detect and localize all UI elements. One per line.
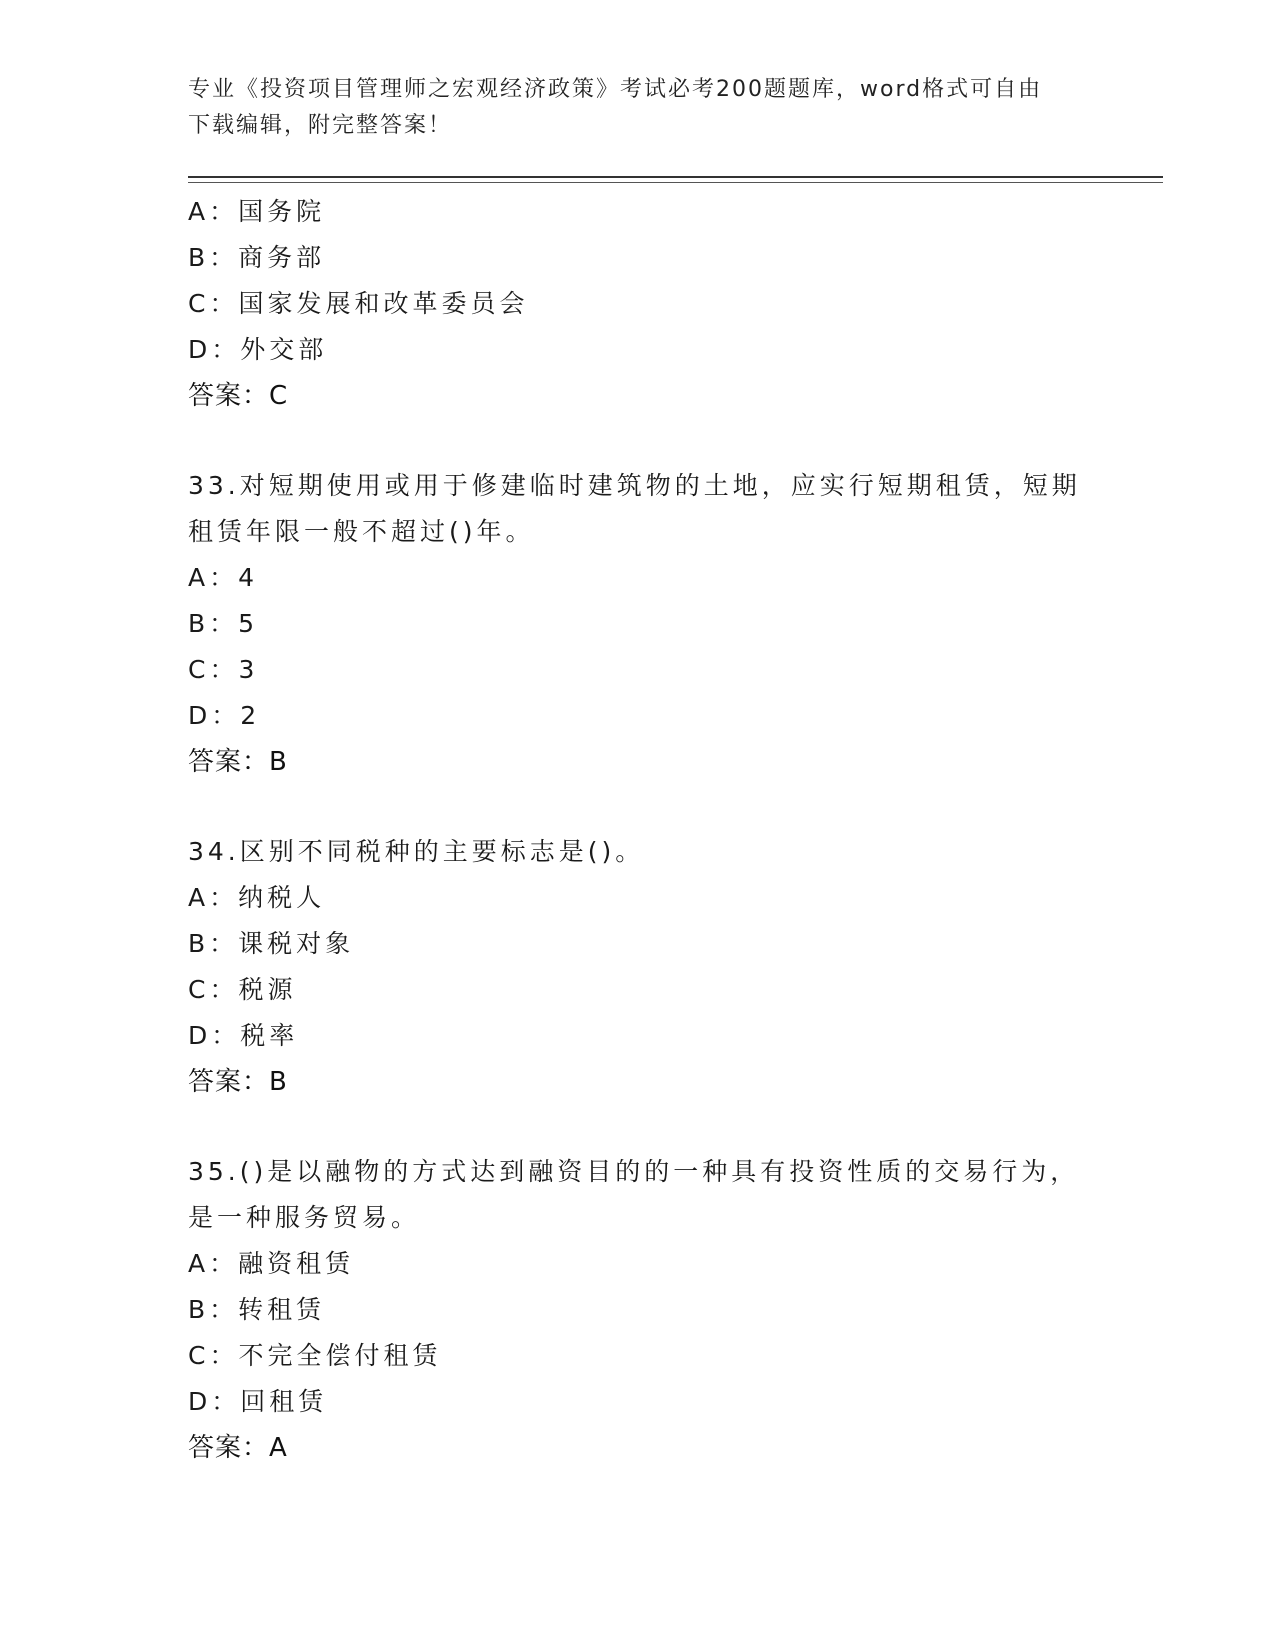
option-a: A：4 [188,563,259,592]
answer: 答案：B [188,747,288,777]
header-line-2: 下载编辑，附完整答案！ [188,113,453,138]
option-c: C：税源 [188,975,297,1004]
option-d: D：2 [188,701,261,730]
option-a: A：融资租赁 [188,1249,355,1278]
option-b: B：转租赁 [188,1295,326,1324]
answer: 答案：B [188,1067,288,1097]
option-d: D：回租赁 [188,1387,328,1416]
header-divider-thin [188,182,1163,183]
document-header [188,72,1088,144]
question-text-line-1: 34.区别不同税种的主要标志是()。 [188,837,645,866]
answer: 答案：C [188,381,289,411]
question-text-line-1: 33.对短期使用或用于修建临时建筑物的土地，应实行短期租赁，短期 [188,471,1081,500]
question-34 [188,829,1088,1105]
question-32 [188,189,1088,419]
option-d: D：外交部 [188,335,328,364]
option-b: B：5 [188,609,259,638]
question-text-line-2: 是一种服务贸易。 [188,1203,421,1232]
question-text-line-2: 租赁年限一般不超过()年。 [188,517,535,546]
option-d: D：税率 [188,1021,299,1050]
option-a: A：国务院 [188,197,326,226]
question-33 [188,463,1088,785]
question-text-line-1: 35.()是以融物的方式达到融资目的的一种具有投资性质的交易行为， [188,1157,1080,1186]
question-list [188,189,1088,1515]
header-divider-thick [188,176,1163,178]
option-a: A：纳税人 [188,883,326,912]
option-c: C：国家发展和改革委员会 [188,289,529,318]
option-c: C：不完全偿付租赁 [188,1341,442,1370]
option-b: B：商务部 [188,243,326,272]
header-line-1: 专业《投资项目管理师之宏观经济政策》考试必考200题题库，word格式可自由 [188,77,1043,102]
question-35 [188,1149,1088,1471]
option-c: C：3 [188,655,259,684]
answer: 答案：A [188,1433,288,1463]
option-b: B：课税对象 [188,929,355,958]
